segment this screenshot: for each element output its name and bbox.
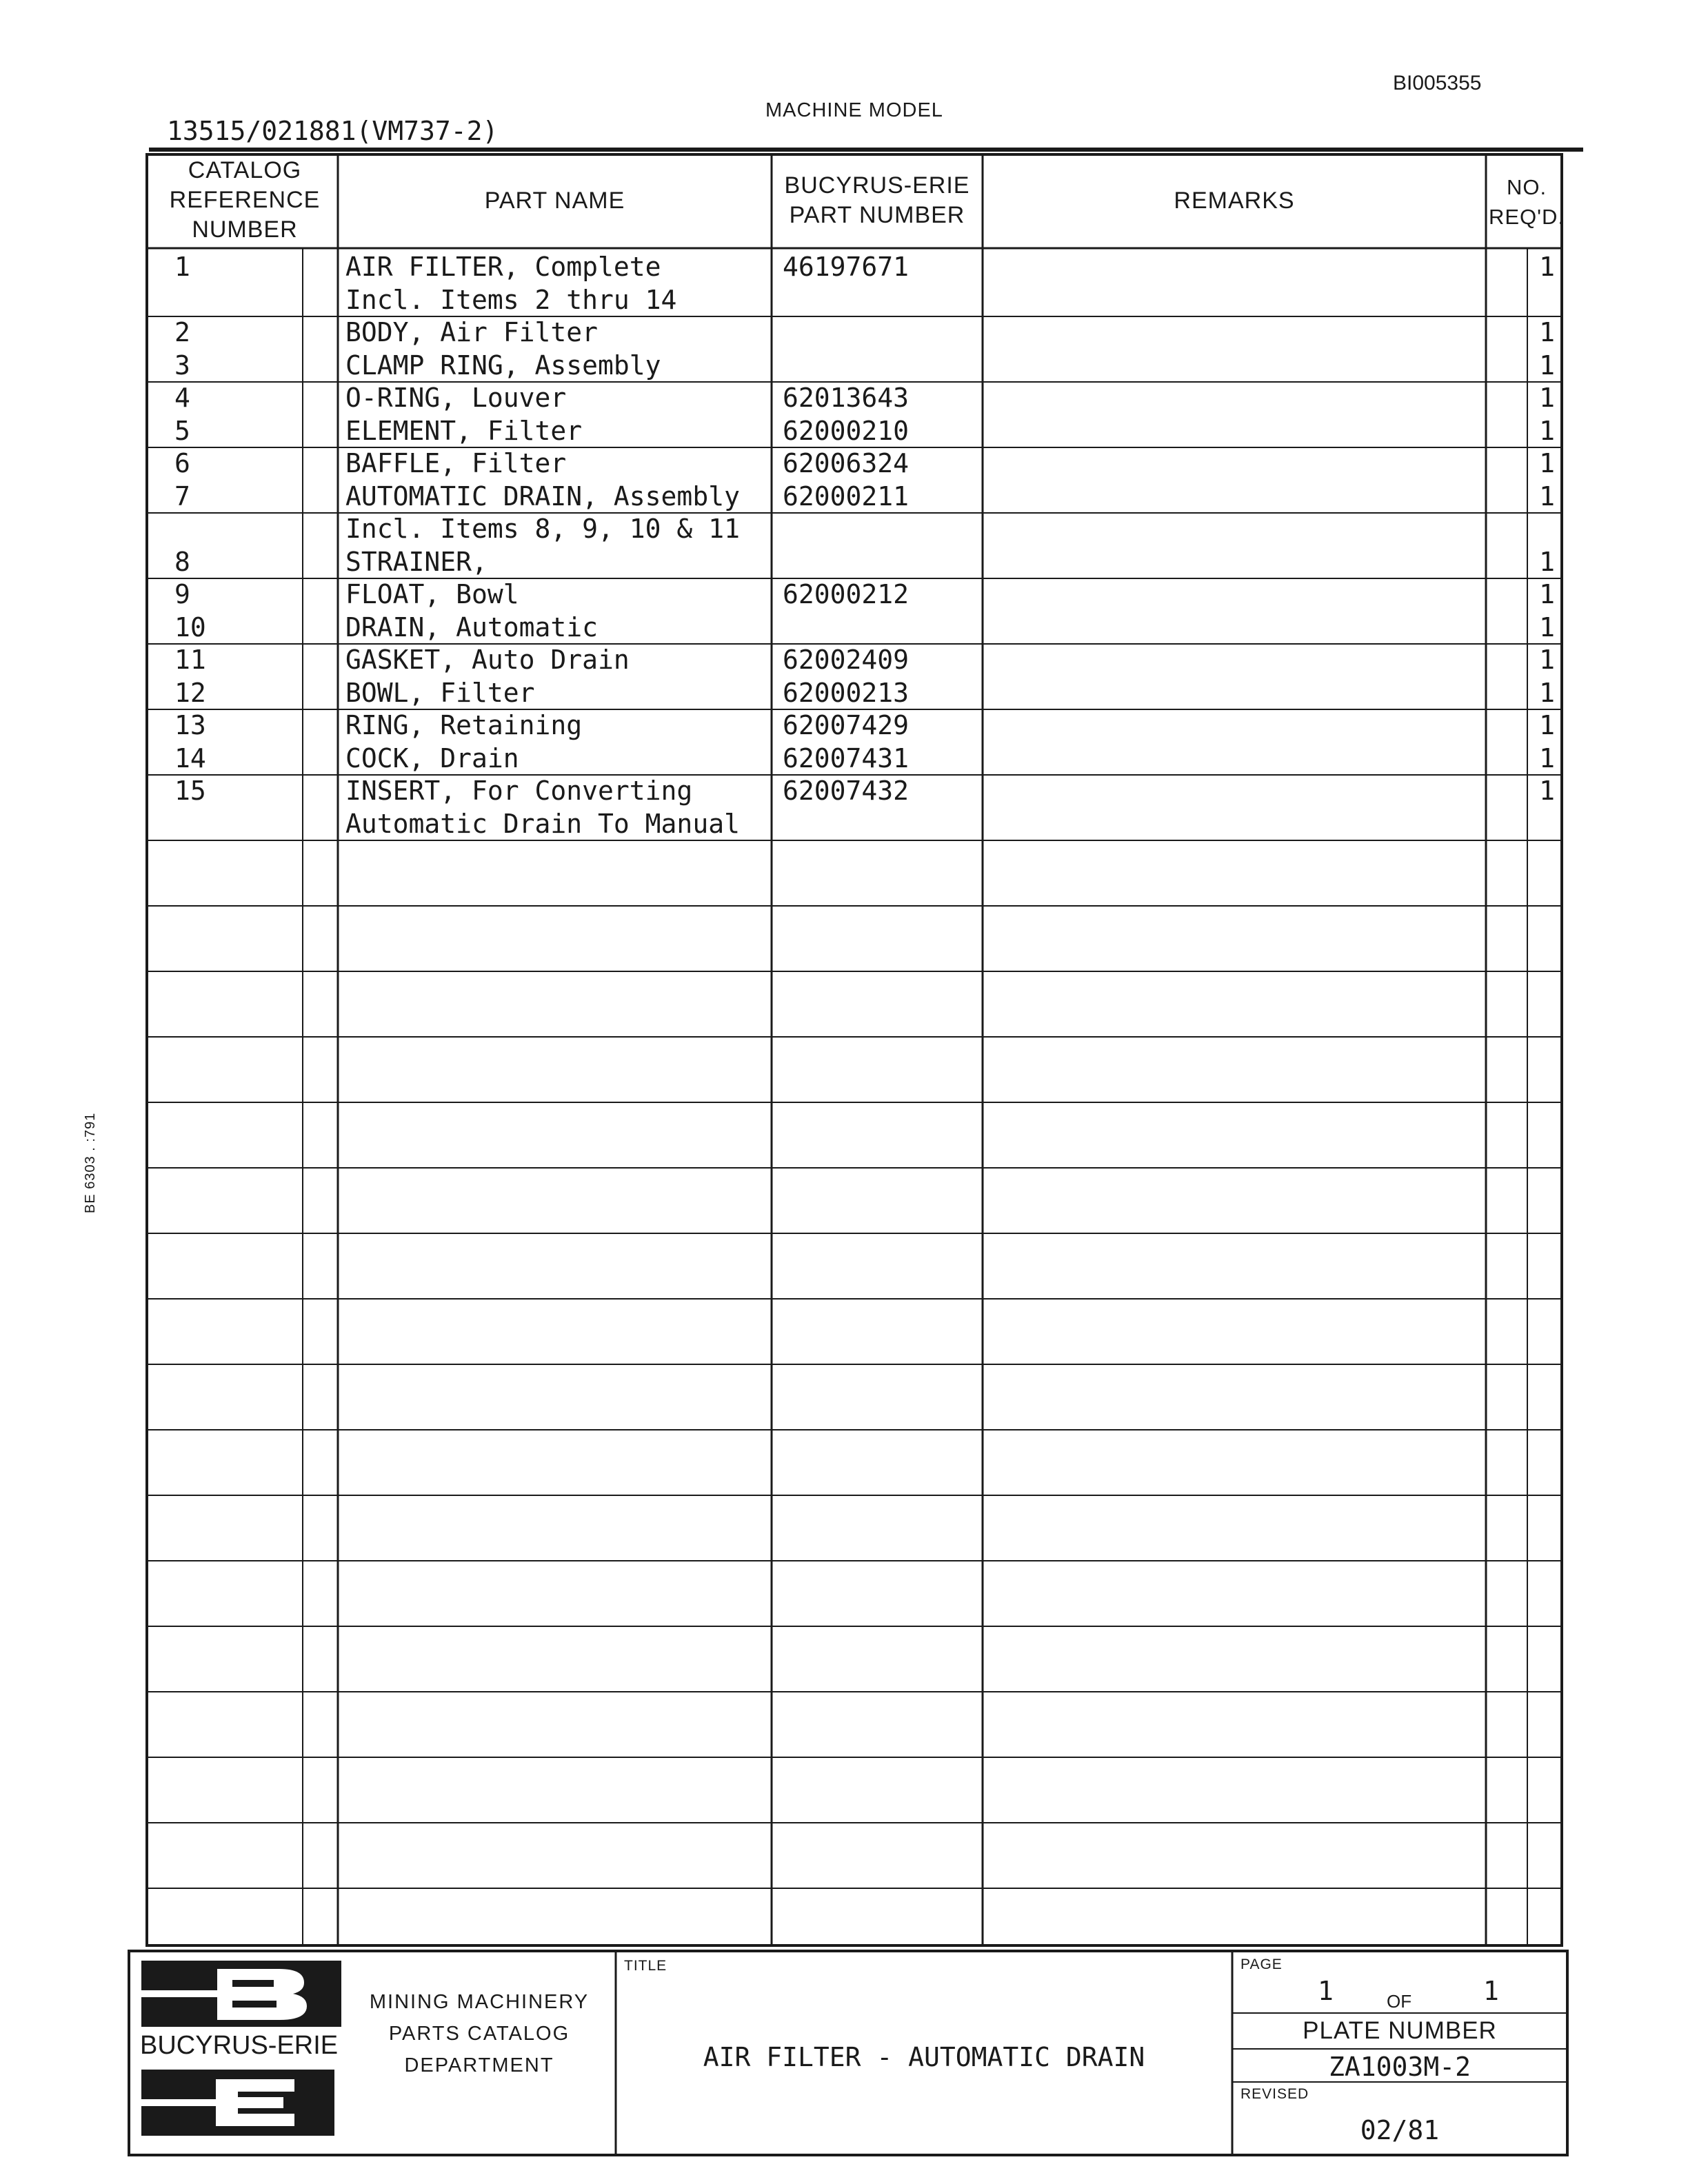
drawing-title: AIR FILTER - AUTOMATIC DRAIN <box>703 2042 1145 2072</box>
part-name-cell: GASKET, Auto Drain <box>345 645 630 675</box>
catalog-ref-cell: 8 <box>174 546 190 577</box>
part-name-cell: CLAMP RING, Assembly <box>345 350 661 381</box>
table-row <box>141 382 1569 415</box>
qty-cell: 1 <box>1539 317 1555 347</box>
table-row <box>141 808 1569 841</box>
page-of-label: OF <box>1387 1991 1412 2012</box>
part-name-cell: AUTOMATIC DRAIN, Assembly <box>345 481 740 512</box>
part-name-cell: Incl. Items 8, 9, 10 & 11 <box>345 514 740 544</box>
qty-cell: 1 <box>1539 350 1555 381</box>
catalog-ref-cell: 15 <box>174 776 206 806</box>
bucyrus-erie-logo-bottom <box>141 2070 334 2136</box>
part-number-cell: 62000212 <box>783 579 910 609</box>
part-name-cell: FLOAT, Bowl <box>345 579 519 609</box>
catalog-ref-cell: 2 <box>174 317 190 347</box>
machine-model-value: 13515/021881(VM737-2) <box>167 116 499 146</box>
part-name-cell: BAFFLE, Filter <box>345 448 567 478</box>
qty-cell: 1 <box>1539 579 1555 609</box>
qty-cell: 1 <box>1539 481 1555 512</box>
parts-table <box>141 152 1569 1950</box>
part-name-cell: RING, Retaining <box>345 710 583 740</box>
bucyrus-erie-logo-top <box>141 1961 341 2027</box>
revised-label: REVISED <box>1240 2086 1309 2102</box>
part-name-cell: BOWL, Filter <box>345 677 535 708</box>
header-catalog-ref: CATALOG REFERENCE NUMBER <box>169 157 321 243</box>
title-block <box>128 1950 1569 2158</box>
catalog-ref-cell: 4 <box>174 383 190 413</box>
title-label: TITLE <box>624 1958 667 1974</box>
catalog-ref-cell: 6 <box>174 448 190 478</box>
part-number-cell: 62007431 <box>783 742 910 774</box>
qty-cell: 1 <box>1539 252 1555 282</box>
catalog-ref-cell: 9 <box>174 579 190 609</box>
catalog-ref-cell: 10 <box>174 611 206 643</box>
part-number-cell: 62000211 <box>783 481 910 512</box>
qty-cell: 1 <box>1539 677 1555 708</box>
catalog-ref-cell: 7 <box>174 481 190 512</box>
header-remarks: REMARKS <box>1174 188 1295 214</box>
machine-model-label: MACHINE MODEL <box>765 99 943 121</box>
table-row <box>141 251 1569 284</box>
part-name-cell: O-RING, Louver <box>345 383 567 413</box>
part-number-cell: 62007432 <box>783 776 910 806</box>
part-name-cell: BODY, Air Filter <box>345 317 599 347</box>
table-row <box>141 447 1569 481</box>
part-number-cell: 62013643 <box>783 383 910 413</box>
table-row <box>141 611 1569 645</box>
page-total: 1 <box>1483 1976 1499 2006</box>
part-name-cell: ELEMENT, Filter <box>345 415 583 446</box>
qty-cell: 1 <box>1539 383 1555 413</box>
part-number-cell: 62000213 <box>783 677 910 708</box>
qty-cell: 1 <box>1539 611 1555 643</box>
catalog-ref-cell: 13 <box>174 710 206 740</box>
plate-number-label: PLATE NUMBER <box>1303 2017 1497 2044</box>
department-line-2: PARTS CATALOG <box>388 2023 570 2045</box>
table-row <box>141 546 1569 579</box>
company-name: BUCYRUS-ERIE <box>140 2031 339 2060</box>
qty-cell: 1 <box>1539 776 1555 806</box>
page-label: PAGE <box>1240 1957 1283 1972</box>
header-qty: NO. REQ'D. <box>1488 175 1565 229</box>
table-row <box>141 316 1569 350</box>
side-code: BE 6303 . :791 <box>83 1112 98 1213</box>
catalog-ref-cell: 3 <box>174 350 190 381</box>
part-name-cell: INSERT, For Converting <box>345 776 693 806</box>
table-row <box>141 350 1569 383</box>
department-line-3: DEPARTMENT <box>404 2054 554 2076</box>
part-number-cell: 62000210 <box>783 415 910 446</box>
table-row <box>141 709 1569 742</box>
part-name-cell: Automatic Drain To Manual <box>345 808 740 839</box>
table-row <box>141 284 1569 317</box>
qty-cell: 1 <box>1539 742 1555 774</box>
part-name-cell: STRAINER, <box>345 546 488 577</box>
header-part-name: PART NAME <box>484 188 625 214</box>
table-row <box>141 578 1569 611</box>
part-name-cell: Incl. Items 2 thru 14 <box>345 284 677 315</box>
page-number: 1 <box>1318 1976 1334 2006</box>
part-number-cell: 46197671 <box>783 252 910 282</box>
document-id: BI005355 <box>1393 72 1482 94</box>
part-number-cell: 62007429 <box>783 710 910 740</box>
table-row <box>141 513 1569 546</box>
part-name-cell: DRAIN, Automatic <box>345 611 599 643</box>
part-number-cell: 62006324 <box>783 448 910 478</box>
table-row <box>141 415 1569 448</box>
table-row <box>141 677 1569 710</box>
part-number-cell: 62002409 <box>783 645 910 675</box>
table-row <box>141 481 1569 514</box>
catalog-ref-cell: 1 <box>174 252 190 282</box>
catalog-ref-cell: 11 <box>174 645 206 675</box>
catalog-ref-cell: 14 <box>174 742 206 774</box>
table-row <box>141 742 1569 776</box>
revised-date: 02/81 <box>1360 2115 1440 2145</box>
catalog-ref-cell: 12 <box>174 677 206 708</box>
part-name-cell: AIR FILTER, Complete <box>345 252 661 282</box>
qty-cell: 1 <box>1539 448 1555 478</box>
header-part-number: BUCYRUS-ERIE PART NUMBER <box>784 172 970 228</box>
catalog-ref-cell: 5 <box>174 415 190 446</box>
qty-cell: 1 <box>1539 645 1555 675</box>
qty-cell: 1 <box>1539 546 1555 577</box>
part-name-cell: COCK, Drain <box>345 742 519 774</box>
table-row <box>141 644 1569 677</box>
plate-number: ZA1003M-2 <box>1329 2052 1471 2082</box>
table-row <box>141 775 1569 808</box>
department-line-1: MINING MACHINERY <box>369 1991 590 2013</box>
qty-cell: 1 <box>1539 710 1555 740</box>
qty-cell: 1 <box>1539 415 1555 446</box>
